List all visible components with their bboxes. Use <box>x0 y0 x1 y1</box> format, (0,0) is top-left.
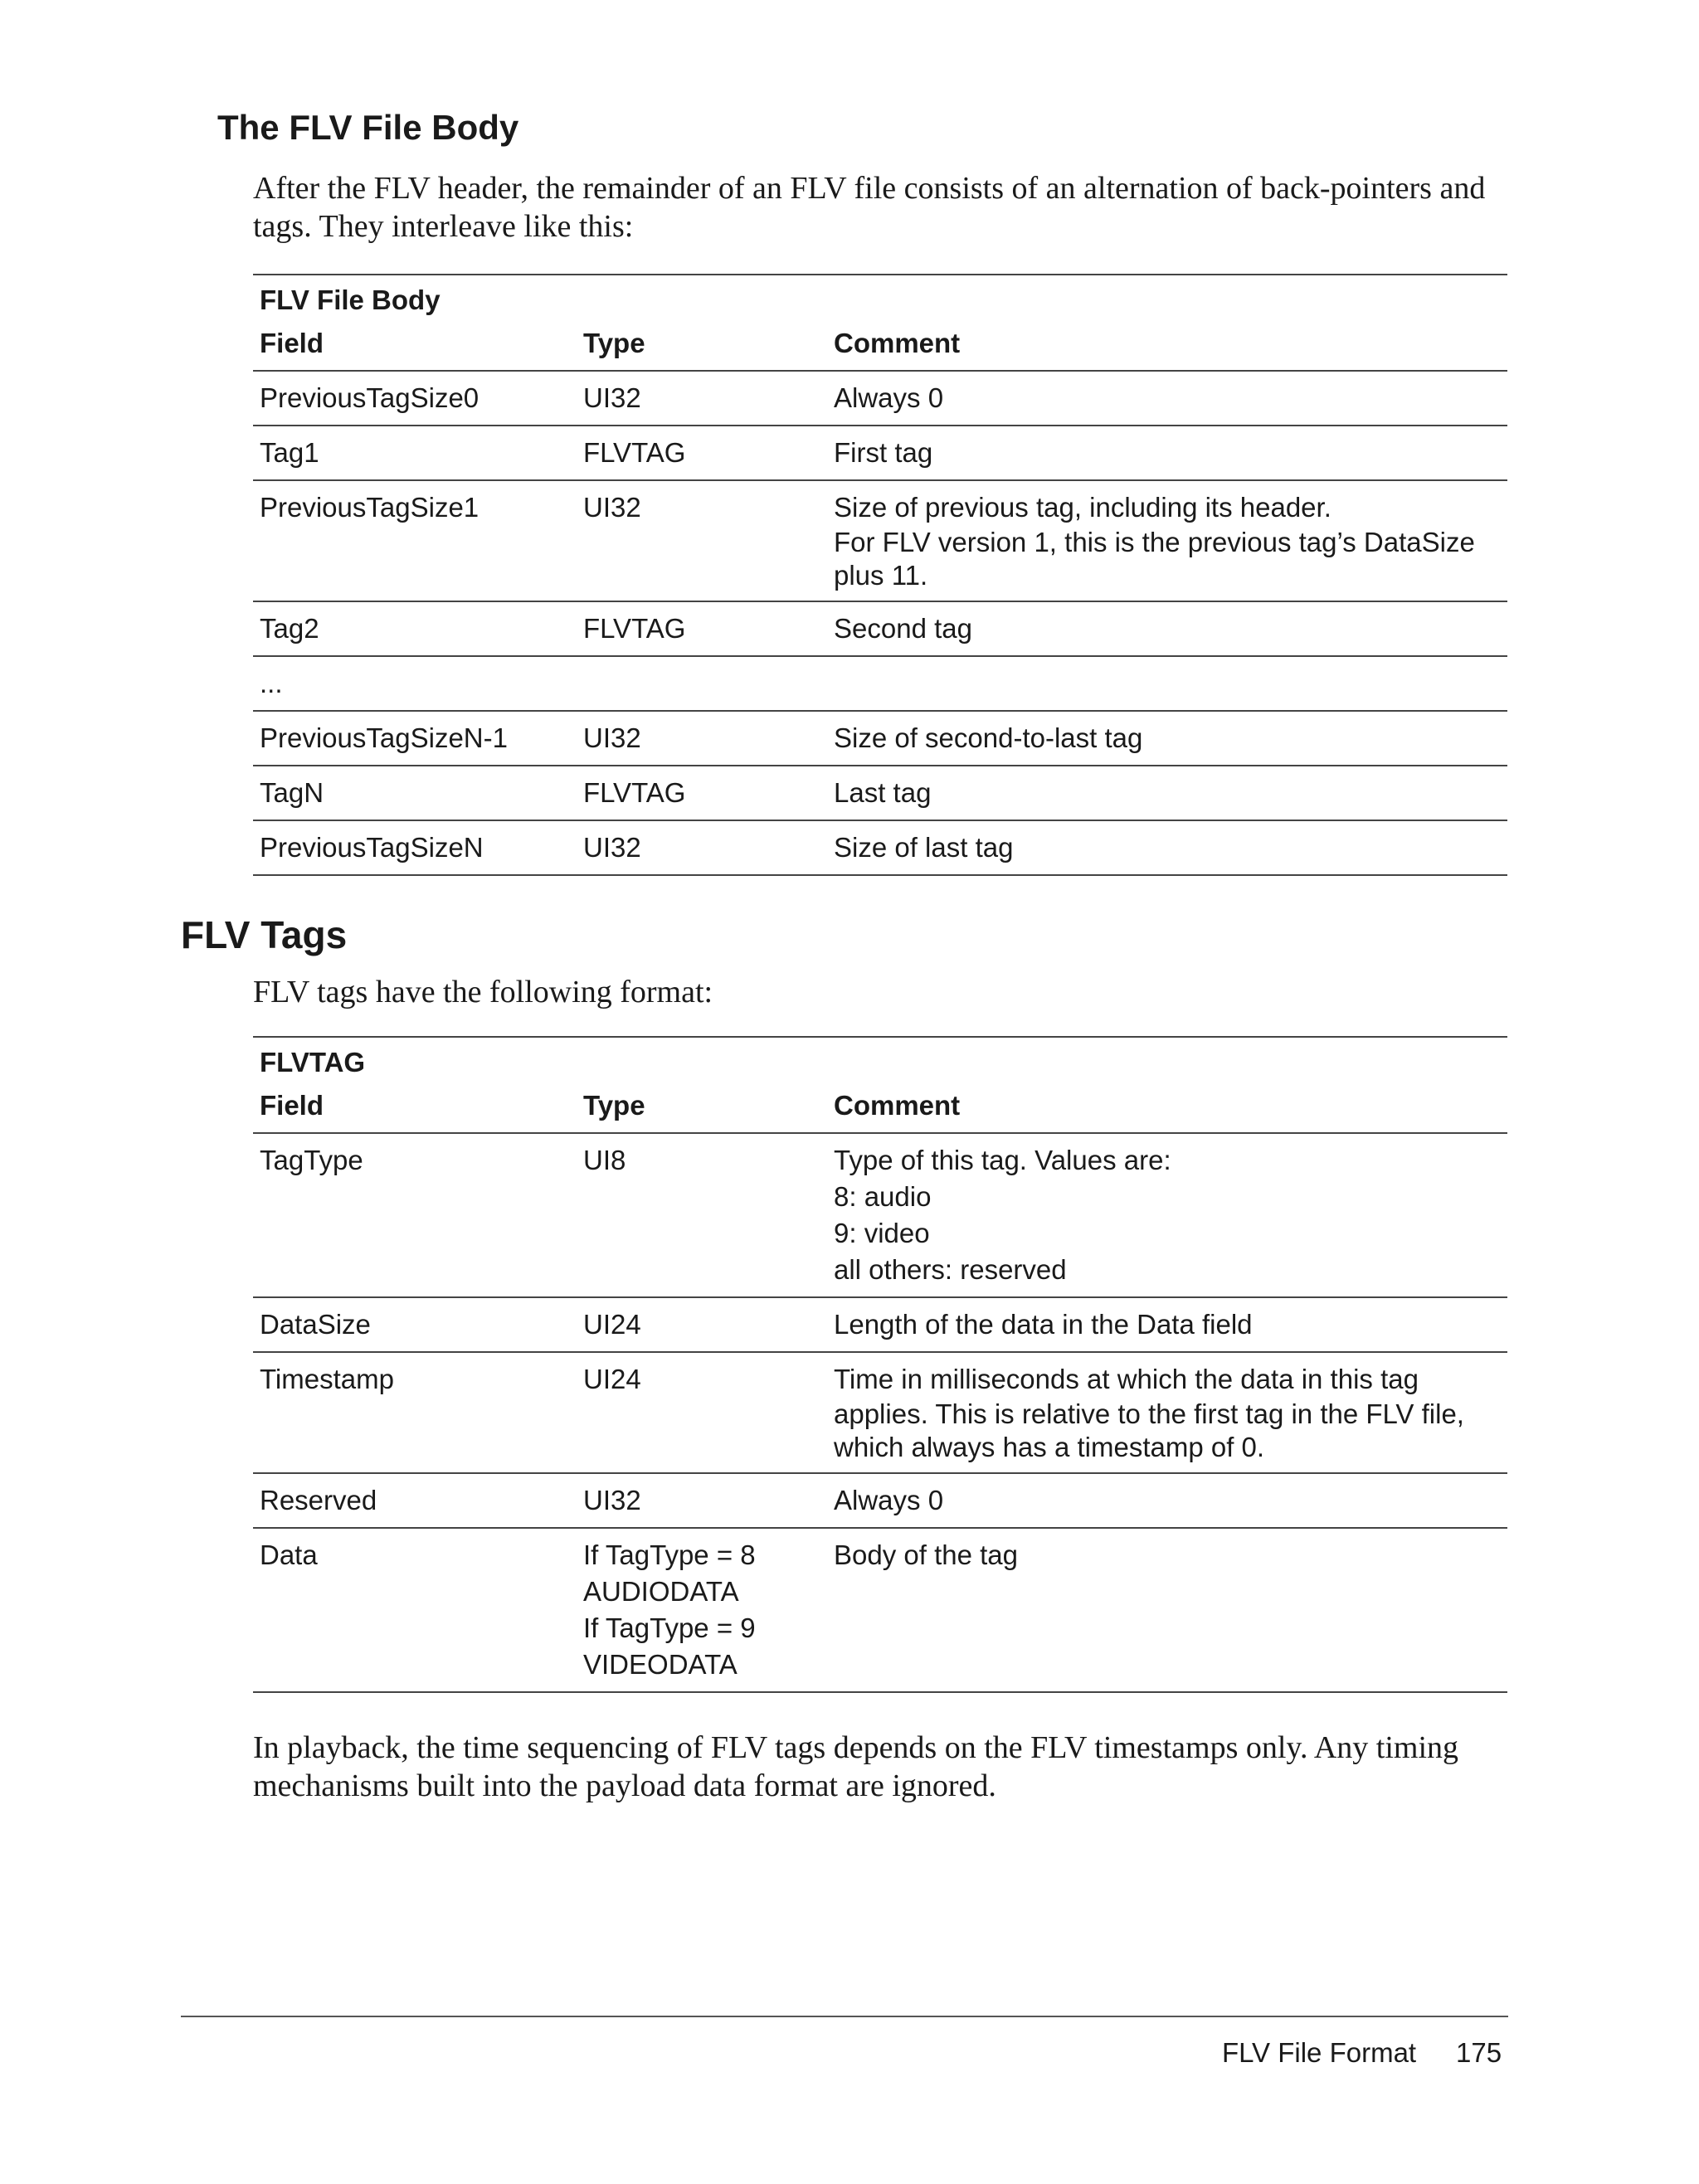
type-cell-line: UI32 <box>583 492 641 523</box>
comment-cell-line: which always has a timestamp of 0. <box>834 1432 1265 1462</box>
comment-cell-line: Body of the tag <box>834 1540 1018 1570</box>
type-cell-line <box>583 665 827 702</box>
comment-cell <box>827 665 1507 702</box>
type-cell-line: UI24 <box>583 1309 641 1340</box>
page-number: 175 <box>1456 2037 1502 2068</box>
comment-cell-line: Always 0 <box>834 1485 944 1515</box>
section-heading-flv-file-body: The FLV File Body <box>217 108 519 147</box>
comment-cell <box>827 380 1507 416</box>
table-row <box>253 657 1507 712</box>
field-cell: Timestamp <box>260 1364 394 1394</box>
type-cell <box>577 1142 827 1288</box>
table-row <box>253 1353 1507 1474</box>
column-header-field: Field <box>260 1090 324 1121</box>
field-cell: PreviousTagSizeN <box>260 832 484 863</box>
type-cell-line: AUDIODATA <box>583 1576 739 1607</box>
flvtag-table <box>253 1036 1507 1693</box>
type-cell <box>577 775 827 811</box>
field-cell: Reserved <box>260 1485 377 1515</box>
comment-cell <box>827 610 1507 647</box>
type-cell <box>577 1537 827 1683</box>
comment-cell-line: Last tag <box>834 777 932 808</box>
tags-intro-paragraph: FLV tags have the following format: <box>253 975 713 1009</box>
field-cell: Tag1 <box>260 437 319 468</box>
type-cell-line: UI32 <box>583 722 641 753</box>
table-row <box>253 602 1507 657</box>
table-row <box>253 372 1507 426</box>
comment-cell-line: Second tag <box>834 613 972 644</box>
comment-cell <box>827 720 1507 756</box>
column-header-comment: Comment <box>834 1090 961 1121</box>
comment-cell <box>827 1537 1507 1683</box>
comment-cell <box>827 1361 1507 1464</box>
column-header-type: Type <box>583 1090 645 1121</box>
table-header-row <box>253 322 1507 372</box>
intro-paragraph: After the FLV header, the remainder of an FLV file consists of an alternation of back-pointers and tags. They interleave like this: <box>253 171 1486 244</box>
column-header-type: Type <box>583 328 645 358</box>
comment-cell-line: plus 11. <box>834 560 928 591</box>
column-header-field: Field <box>260 328 324 358</box>
type-cell <box>577 435 827 471</box>
comment-cell-line <box>834 665 1507 702</box>
comment-cell-line: Type of this tag. Values are: <box>834 1145 1171 1175</box>
comment-cell <box>827 829 1507 866</box>
type-cell <box>577 610 827 647</box>
comment-cell-line: Always 0 <box>834 382 944 413</box>
type-cell-line: FLVTAG <box>583 613 686 644</box>
field-cell: TagType <box>260 1145 363 1175</box>
table-caption: FLV File Body <box>260 285 441 315</box>
footer-rule <box>181 2016 1508 2017</box>
type-cell-line: FLVTAG <box>583 777 686 808</box>
type-cell-line: If TagType = 8 <box>583 1540 756 1570</box>
section-heading-flv-tags: FLV Tags <box>181 913 348 956</box>
field-cell: ... <box>260 668 283 698</box>
type-cell <box>577 1482 827 1519</box>
type-cell-line: UI32 <box>583 832 641 863</box>
table-row <box>253 1134 1507 1298</box>
table-row <box>253 821 1507 876</box>
table-row <box>253 481 1507 602</box>
comment-cell <box>827 1482 1507 1519</box>
type-cell <box>577 665 827 702</box>
type-cell <box>577 720 827 756</box>
comment-cell-line: Size of second-to-last tag <box>834 722 1143 753</box>
field-cell: Data <box>260 1540 318 1570</box>
type-cell <box>577 829 827 866</box>
type-cell-line: FLVTAG <box>583 437 686 468</box>
field-cell: PreviousTagSizeN-1 <box>260 722 508 753</box>
table-row <box>253 1298 1507 1353</box>
comment-cell-line: Length of the data in the Data field <box>834 1309 1253 1340</box>
comment-cell <box>827 1142 1507 1288</box>
comment-cell-line: all others: reserved <box>834 1254 1067 1285</box>
type-cell <box>577 380 827 416</box>
flv-file-body-table <box>253 274 1507 876</box>
playback-paragraph: In playback, the time sequencing of FLV tags depends on the FLV timestamps only. Any timing mechanisms built into the payload data format are ignored. <box>253 1730 1459 1803</box>
comment-cell <box>827 489 1507 592</box>
field-cell: DataSize <box>260 1309 371 1340</box>
table-row <box>253 712 1507 766</box>
comment-cell-line: Time in milliseconds at which the data in this tag <box>834 1364 1419 1394</box>
comment-cell-line: For FLV version 1, this is the previous tag’s DataSize <box>834 527 1475 557</box>
comment-cell <box>827 1306 1507 1343</box>
type-cell-line: UI32 <box>583 382 641 413</box>
comment-cell <box>827 775 1507 811</box>
comment-cell-line: Size of previous tag, including its header. <box>834 492 1331 523</box>
comment-cell <box>827 435 1507 471</box>
type-cell-line: If TagType = 9 <box>583 1612 756 1643</box>
type-cell-line: UI8 <box>583 1145 626 1175</box>
comment-cell-line: Size of last tag <box>834 832 1014 863</box>
field-cell: PreviousTagSize0 <box>260 382 480 413</box>
table-caption: FLVTAG <box>260 1047 366 1077</box>
type-cell-line: UI24 <box>583 1364 641 1394</box>
table-row <box>253 766 1507 821</box>
table-row <box>253 1474 1507 1529</box>
type-cell <box>577 1306 827 1343</box>
comment-cell-line: applies. This is relative to the first tag in the FLV file, <box>834 1398 1464 1429</box>
comment-cell-line: 8: audio <box>834 1181 932 1212</box>
footer-title: FLV File Format <box>1222 2037 1417 2068</box>
type-cell-line: VIDEODATA <box>583 1649 738 1680</box>
column-header-comment: Comment <box>834 328 961 358</box>
field-cell: PreviousTagSize1 <box>260 492 480 523</box>
table-row <box>253 1529 1507 1693</box>
type-cell <box>577 489 827 592</box>
type-cell-line: UI32 <box>583 1485 641 1515</box>
field-cell: Tag2 <box>260 613 319 644</box>
type-cell <box>577 1361 827 1464</box>
comment-cell-line: 9: video <box>834 1218 930 1248</box>
table-row <box>253 426 1507 481</box>
comment-cell-line: First tag <box>834 437 933 468</box>
table-header-row <box>253 1084 1507 1134</box>
field-cell: TagN <box>260 777 324 808</box>
